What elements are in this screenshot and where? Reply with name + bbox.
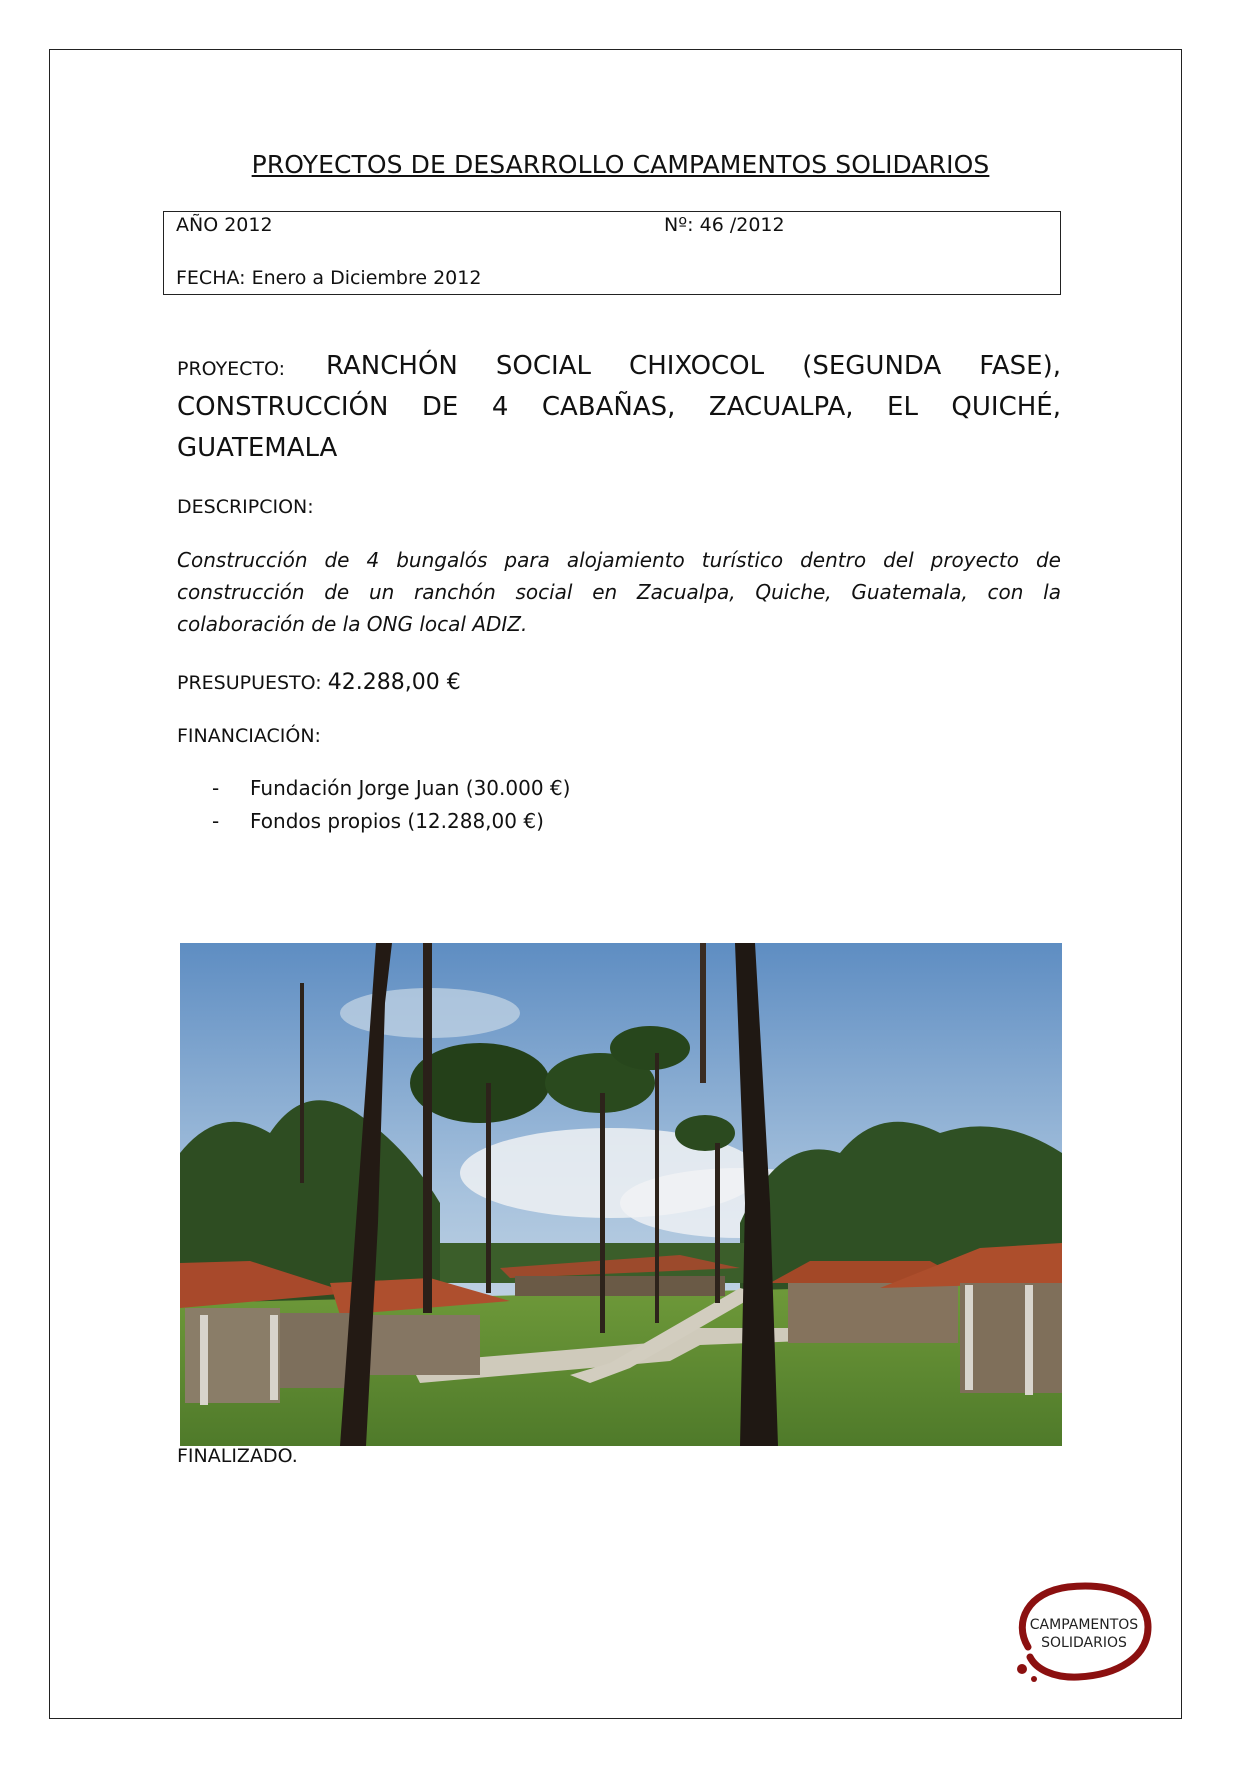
page-frame xyxy=(49,49,1182,1719)
funding-item-text: Fondos propios (12.288,00 €) xyxy=(250,809,544,833)
project-label: PROYECTO: xyxy=(177,358,286,380)
svg-text:CAMPAMENTOS: CAMPAMENTOS xyxy=(1029,1617,1139,1633)
page-title: PROYECTOS DE DESARROLLO CAMPAMENTOS SOLIDARIOS xyxy=(251,150,990,179)
project-title: RANCHÓN SOCIAL CHIXOCOL (SEGUNDA FASE), CONSTRUCCIÓN DE 4 CABAÑAS, ZACUALPA, EL QUICHÉ, GUATEMALA xyxy=(177,351,1061,463)
description-text: Construcción de 4 bungalós para alojamiento turístico dentro del proyecto de construcción de un ranchón social en Zacualpa, Quiche, Guatemala, con la colaboración de la ONG local ADIZ. xyxy=(177,548,1061,636)
budget-label: PRESUPUESTO: xyxy=(177,672,322,694)
number-field: Nº: 46 /2012 xyxy=(664,214,785,236)
funding-label: FINANCIACIÓN: xyxy=(177,725,321,747)
svg-text:SOLIDARIOS: SOLIDARIOS xyxy=(1041,1635,1127,1651)
funding-item-text: Fundación Jorge Juan (30.000 €) xyxy=(250,776,571,800)
date-field: FECHA: Enero a Diciembre 2012 xyxy=(176,267,482,289)
funding-item: - Fundación Jorge Juan (30.000 €) xyxy=(212,776,571,800)
budget-value: 42.288,00 € xyxy=(327,670,461,695)
project-photo xyxy=(180,943,1062,1446)
status-text: FINALIZADO. xyxy=(177,1445,298,1467)
budget-line xyxy=(177,670,461,695)
info-box xyxy=(163,211,1061,295)
campamentos-solidarios-logo xyxy=(1008,1577,1158,1687)
year-field: AÑO 2012 xyxy=(176,214,273,236)
funding-item: - Fondos propios (12.288,00 €) xyxy=(212,809,544,833)
description-label: DESCRIPCION: xyxy=(177,496,314,518)
